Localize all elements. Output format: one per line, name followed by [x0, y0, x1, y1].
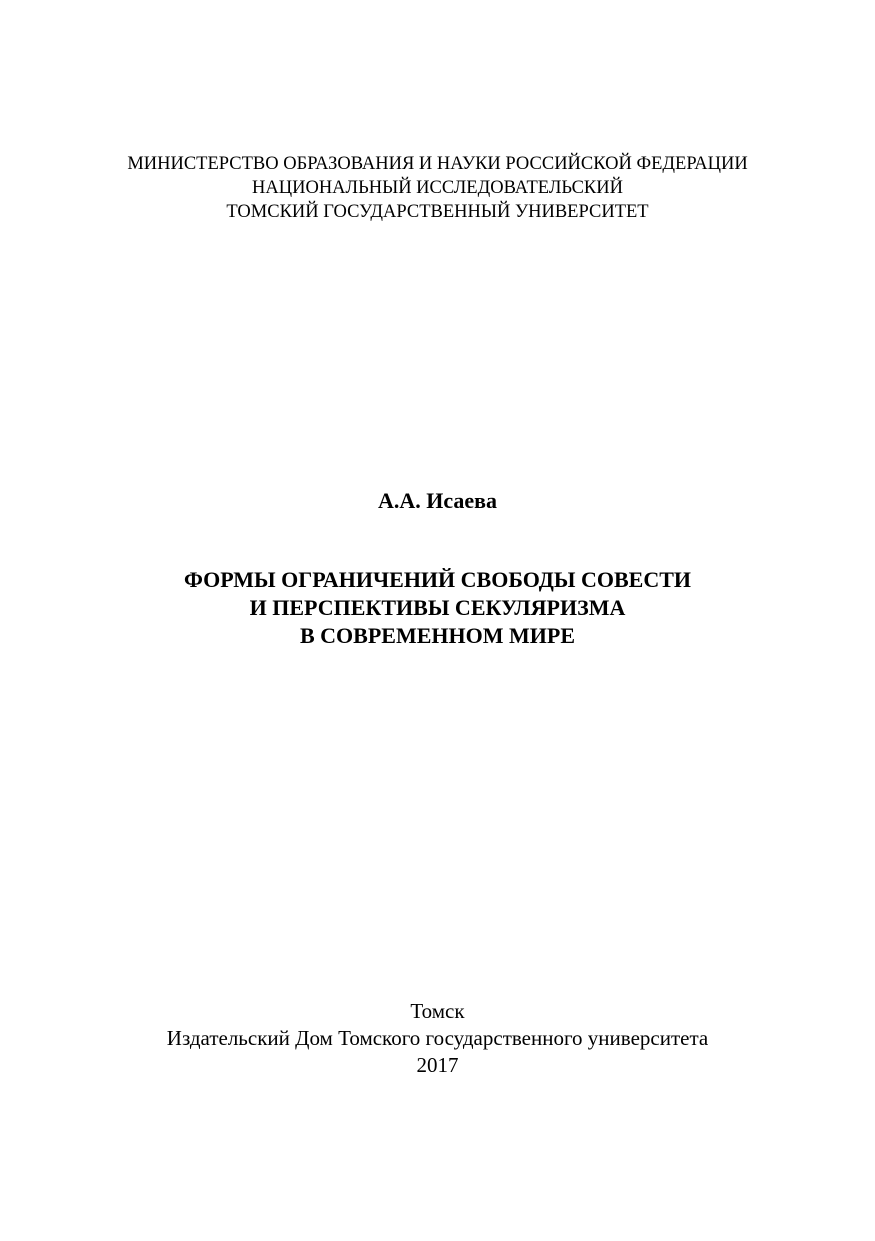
- imprint: [0, 998, 875, 1079]
- imprint-publisher: Издательский Дом Томского государственного университета: [166, 1026, 709, 1050]
- imprint-year: 2017: [416, 1053, 459, 1077]
- author-text: А.А. Исаева: [377, 488, 498, 513]
- title-line-3: В СОВРЕМЕННОМ МИРЕ: [300, 623, 575, 648]
- book-title: [0, 566, 875, 650]
- ministry-line: МИНИСТЕРСТВО ОБРАЗОВАНИЯ И НАУКИ РОССИЙСКОЙ ФЕДЕРАЦИИ: [127, 154, 748, 174]
- author-name: [0, 487, 875, 515]
- title-line-1: ФОРМЫ ОГРАНИЧЕНИЙ СВОБОДЫ СОВЕСТИ: [183, 567, 691, 592]
- university-line-2: ТОМСКИЙ ГОСУДАРСТВЕННЫЙ УНИВЕРСИТЕТ: [226, 202, 649, 222]
- institution-header: [0, 152, 875, 224]
- title-line-2: И ПЕРСПЕКТИВЫ СЕКУЛЯРИЗМА: [249, 595, 626, 620]
- university-line-1: НАЦИОНАЛЬНЫЙ ИССЛЕДОВАТЕЛЬСКИЙ: [252, 178, 623, 198]
- imprint-city: Томск: [410, 999, 465, 1023]
